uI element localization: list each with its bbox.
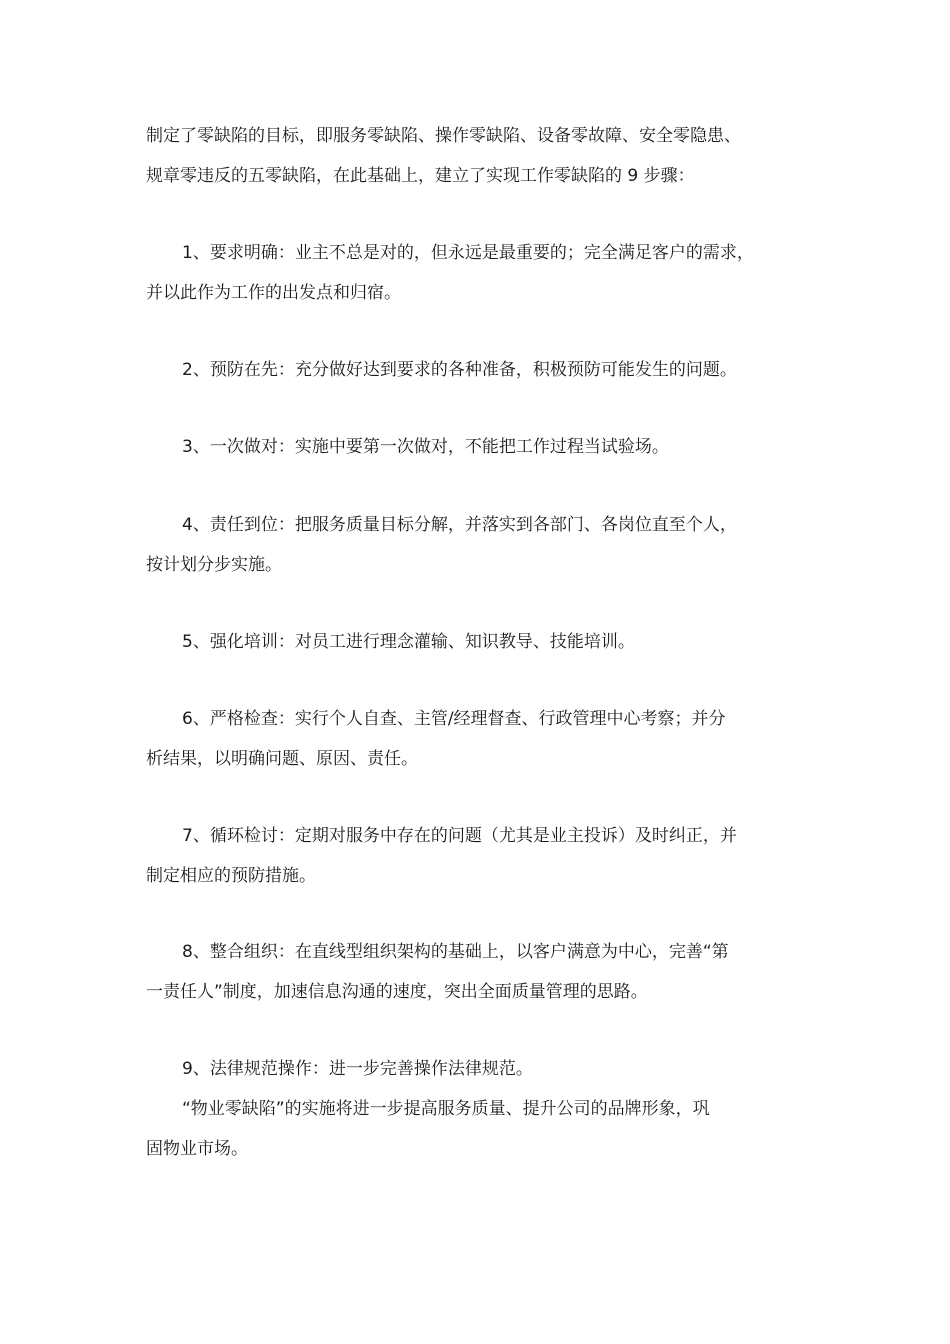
step-8 xyxy=(146,932,814,1012)
intro-line: 制定了零缺陷的目标，即服务零缺陷、操作零缺陷、设备零故障、安全零隐患、 xyxy=(146,126,741,146)
step-line: 5、强化培训：对员工进行理念灌输、知识教导、技能培训。 xyxy=(182,632,635,652)
step-line: 9、法律规范操作：进一步完善操作法律规范。 xyxy=(182,1059,533,1079)
step-line: 1、要求明确：业主不总是对的，但永远是最重要的；完全满足客户的需求， xyxy=(182,243,754,263)
conclusion-line: 固物业市场。 xyxy=(146,1139,248,1159)
step-line: 7、循环检讨：定期对服务中存在的问题（尤其是业主投诉）及时纠正，并 xyxy=(182,826,737,846)
step-3 xyxy=(146,427,814,467)
step-5 xyxy=(146,622,814,662)
step-1 xyxy=(146,233,814,313)
step-7 xyxy=(146,816,814,896)
step-line: 2、预防在先：充分做好达到要求的各种准备，积极预防可能发生的问题。 xyxy=(182,360,737,380)
step-line: 4、责任到位：把服务质量目标分解，并落实到各部门、各岗位直至个人， xyxy=(182,515,737,535)
step-line: 8、整合组织：在直线型组织架构的基础上，以客户满意为中心，完善“第 xyxy=(182,942,729,962)
intro-paragraph xyxy=(146,116,814,196)
step-line: 并以此作为工作的出发点和归宿。 xyxy=(146,283,401,303)
step-2 xyxy=(146,350,814,390)
step-line: 按计划分步实施。 xyxy=(146,555,282,575)
step-line: 6、严格检查：实行个人自查、主管/经理督查、行政管理中心考察；并分 xyxy=(182,709,726,729)
step-6 xyxy=(146,699,814,779)
intro-line: 规章零违反的五零缺陷，在此基础上，建立了实现工作零缺陷的 9 步骤： xyxy=(146,166,695,186)
step-line: 一责任人”制度，加速信息沟通的速度，突出全面质量管理的思路。 xyxy=(146,982,648,1002)
step-line: 制定相应的预防措施。 xyxy=(146,866,316,886)
step-line: 析结果，以明确问题、原因、责任。 xyxy=(146,749,418,769)
step-9 xyxy=(146,1049,814,1089)
conclusion-line: “物业零缺陷”的实施将进一步提高服务质量、提升公司的品牌形象，巩 xyxy=(182,1099,710,1119)
step-line: 3、一次做对：实施中要第一次做对，不能把工作过程当试验场。 xyxy=(182,437,669,457)
step-4 xyxy=(146,505,814,585)
conclusion-paragraph xyxy=(146,1089,814,1169)
